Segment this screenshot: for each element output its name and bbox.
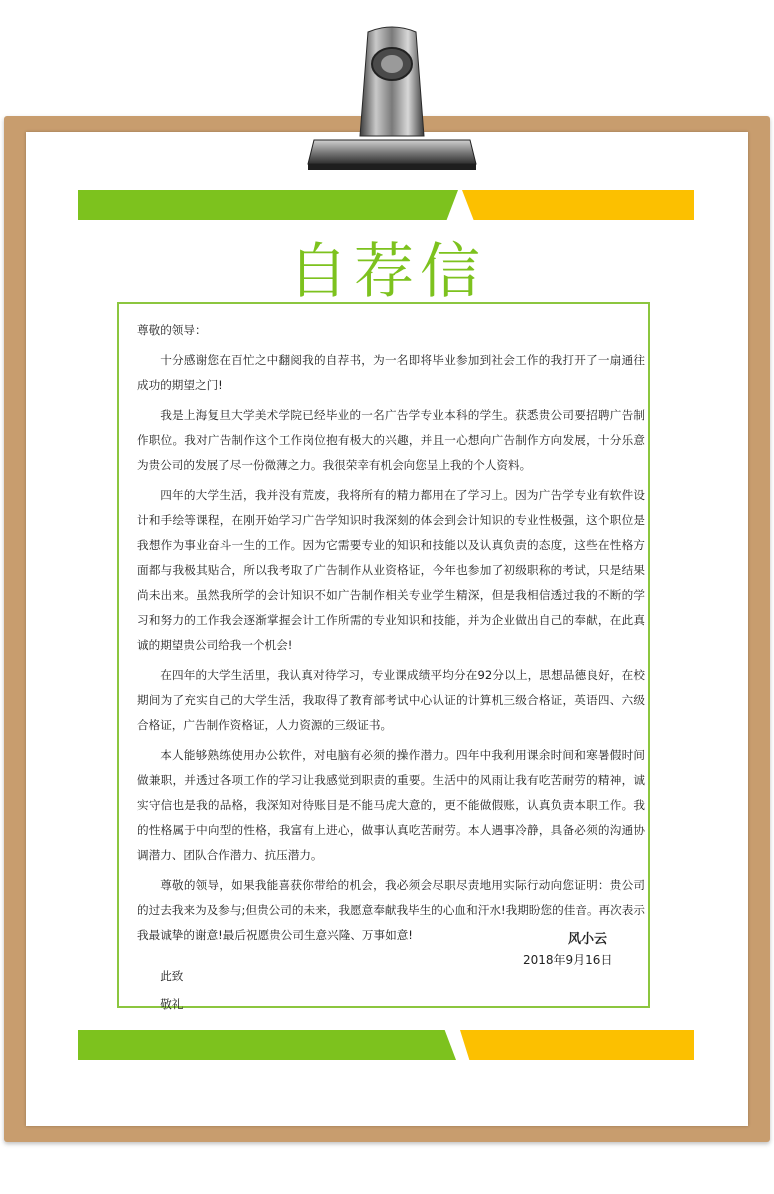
bottom-yellow-bar [460, 1030, 694, 1060]
letter-greeting: 尊敬的领导： [137, 323, 207, 337]
letter-paragraph: 尊敬的领导，如果我能喜获你带给的机会，我必须会尽职尽责地用实际行动向您证明：贵公司的过去我来为及参与;但贵公司的未来，我愿意奉献我毕生的心血和汗水!我期盼您的佳音。再次表示我最诚挚的谢意!最后祝愿贵公司生意兴隆、万事如意! [137, 878, 645, 942]
closing-line-1: 此致 [160, 969, 184, 983]
letter-paragraph: 我是上海复旦大学美术学院已经毕业的一名广告学专业本科的学生。获悉贵公司要招聘广告制作职位。我对广告制作这个工作岗位抱有极大的兴趣，并且一心想向广告制作方向发展，十分乐意为贵公司的发展了尽一份微薄之力。我很荣幸有机会向您呈上我的个人资料。 [137, 408, 645, 472]
top-yellow-bar [462, 190, 694, 220]
letter-body [137, 318, 645, 1017]
top-green-bar [78, 190, 458, 220]
letter-date: 2018年9月16日 [523, 953, 613, 967]
signer-name: 风小云 [568, 932, 608, 947]
letter-paragraph: 十分感谢您在百忙之中翻阅我的自荐书，为一名即将毕业参加到社会工作的我打开了一扇通往成功的期望之门! [137, 353, 645, 392]
letter-paragraph: 本人能够熟练使用办公软件，对电脑有必须的操作潜力。四年中我利用课余时间和寒暑假时间做兼职，并透过各项工作的学习让我感觉到职责的重要。生活中的风雨让我有吃苦耐劳的精神，诚实守信也是我的品格，我深知对待账目是不能马虎大意的，更不能做假账，认真负责本职工作。我的性格属于中向型的性格，我富有上进心，做事认真吃苦耐劳。本人遇事冷静，具备必须的沟通协调潜力、团队合作潜力、抗压潜力。 [137, 748, 645, 862]
letter-paragraph: 四年的大学生活，我并没有荒废，我将所有的精力都用在了学习上。因为广告学专业有软件设计和手绘等课程，在刚开始学习广告学知识时我深刻的体会到会计知识的专业性极强，这个职位是我想作为事业奋斗一生的工作。因为它需要专业的知识和技能以及认真负责的态度，这些在性格方面都与我极其贴合，所以我考取了广告制作从业资格证，今年也参加了初级职称的考试，只是结果尚未出来。虽然我所学的会计知识不如广告制作相关专业学生精深，但是我相信透过我的不断的学习和努力的工作我会逐渐掌握会计工作所需的专业知识和技能，并为企业做出自己的奉献，在此真诚的期望贵公司给我一个机会! [137, 488, 645, 652]
letter-paragraph: 在四年的大学生活里，我认真对待学习，专业课成绩平均分在92分以上，思想品德良好，在校期间为了充实自己的大学生活，我取得了教育部考试中心认证的计算机三级合格证，英语四、六级合格证，广告制作资格证，人力资源的三级证书。 [137, 668, 645, 732]
bottom-green-bar [78, 1030, 456, 1060]
letter-title: 自荐信 [288, 237, 486, 307]
closing-line-2: 敬礼 [160, 997, 184, 1011]
binder-clip-icon [306, 24, 478, 174]
